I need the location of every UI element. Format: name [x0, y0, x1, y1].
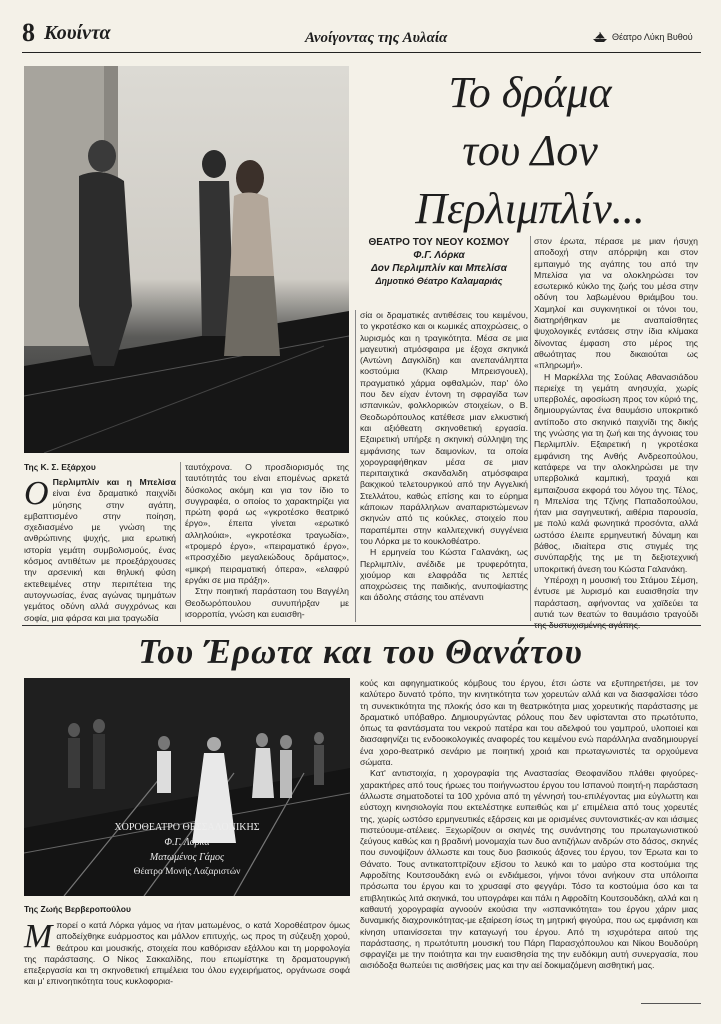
article1-column-1 — [24, 477, 176, 624]
header-rule — [22, 52, 701, 53]
article1-byline: Της Κ. Σ. Εξάρχου — [24, 462, 96, 472]
stage-photo-perlimplin — [24, 66, 349, 453]
info-venue: Δημοτικό Θέατρο Καλαμαριάς — [375, 276, 503, 286]
info-play: Δον Περλιμπλίν και Μπελίσα — [371, 263, 507, 274]
footer-rule — [641, 1003, 701, 1004]
production-info — [350, 236, 528, 288]
column-divider — [355, 310, 356, 622]
column-divider — [530, 236, 531, 621]
article2-column-1 — [24, 920, 350, 988]
photo-caption — [24, 820, 350, 880]
article2-col1-text: πορεί ο κατά Λόρκα γάμος να ήταν ματωμένος, ο κατά Χοροθέατρον όμως αποδείχθηκε ευάρμοστος και μάλλον επιτυχής, ως προς τη σύζευξη χορού, θεάτρου και μουσικής, στοιχεία που καθόρισαν εξάλλου και τη μορφολογία της παράστασης. Ο Νίκος Σακκαλίδης, που επωμίστηκε τη δραματουργική επεξεργασία και τη σκηνοθετική επιμέλεια του όλου εγχειρήματος, οργάνωσε σοφά και μ' επινοητικότητα τους κυκλοφορια- — [24, 920, 350, 987]
paragraph: Στην ποιητική παράσταση του Βαγγέλη Θεοδωρόπουλου συνυπήρξαν με ισορροπία, γνώση και ευαισθη- — [185, 586, 349, 619]
article1-col1-text: είναι ένα δραματικό παιχνίδι μύησης στην αγάπη, εμβαπτισμένο στην ποίηση, σχεδιασμένο με γνώση της ανθρώπινης ψυχής, μια ερωτική ιστορία γεμάτη συμβολισμούς, ένας κόσμος αντιθέτων με προεξάρχουσες την αρσενική και θηλυκή φύση εκτεθειμένες στην περιπέτεια της αυτογνωσίας, ένας αγώνας τιμημάτων γεμάτος οδύνη αλλά συγχρόνως και σοφία, μια φάρσα και μια τραγωδία — [24, 488, 176, 623]
paragraph: Η Μαρκέλλα της Σούλας Αθανασιάδου περιείχε τη γεμάτη ανησυχία, χωρίς υπερβολές, αφοσίωση προς τον κύριό της, δημιουργώντας ένα θαυμάσιο υποκριτικό αντίποδο στο σκηνικό παιχνίδι της δικής της γνώσης για τη ζωή και της άγνοιας του Περλιμπλίν. Εξαιρετική η γκροτέσκα εμφάνιση της Ανθής Ανδρεοπούλου, κατάφερε να την ολοκληρώσει με την υπερβολικά καμπική, τραχιά και εμπαιζουσα εκφορά του λόγου της. Τέλος, η Μπελίσα της Τζίνης Παπαδοπούλου, ήταν μια σαγηνευτική, αιθέρια παρουσία, με πολύ καλά φωνητικά προσόντα, αλλά ωστόσο έλειπε ερμηνευτική δύναμη και βάθος, ιδιαίτερα στις στιγμές της συνύπαρξής της με τη δεξιοτεχνική υποκριτική άνεση του Κώστα Γαλανάκη. — [534, 371, 698, 574]
caption-author: Φ.Γ. Λόρκα — [164, 837, 210, 848]
drop-cap: Μ — [24, 918, 53, 955]
lead-bold: Περλιμπλίν και η Μπελίσα — [52, 477, 176, 487]
article2-column-2 — [360, 678, 698, 972]
article1-title-line: του Δον — [462, 126, 598, 175]
article2-title: Του Έρωτα και του Θανάτου — [138, 632, 583, 671]
theatre-header — [592, 31, 693, 43]
paragraph: στον έρωτα, πέρασε με μιαν ήσυχη αποδοχή στην απόρριψη και στον εμπαιγμό της αγάπης του από την Μπελίσα για να ολοκληρώσει τον εσωτερικό κύκλο της ζωής του μέσα στην οδύνη του λαβωμένου θριάμβου του. Χαμηλοί και συγκινητικοί οι τόνοι του, διατηρήθηκαν με αναπαίσθητες ψυχολογικές εντάσεις στην ίδια κλίμακα δίνοντας έμφαση στο μέρος της αθωότητας που δικαιούται ως «πληρωμή». — [534, 236, 698, 371]
article1-title-line: Το δράμα — [448, 68, 612, 117]
ship-icon — [592, 31, 608, 43]
theatre-header-label: Θέατρο Λύκη Βυθού — [612, 32, 693, 42]
masthead-logo: Κουίντα — [44, 22, 111, 44]
article1-title — [360, 64, 700, 238]
paragraph: ταυτόχρονα. Ο προσδιορισμός της ταυτότητάς του είναι επομένως αρκετά δύσκολος ακόμη και για τον ίδιο το συγγραφέα, ο οποίος το χαρακτηρίζει για πρώτη φορά ως «γκροτέσκο θεατρικό έργο», έπειτα γίνεται «ερωτικό αλληλούια», «γκροτέσκα τραγωδία», «τρομερό έργο», «πειραματικό έργο», «προσχέδιο μεγαλειώδους δράματος», «μικρή πειραματική όπερα», «ελαφρύ εργάκι σε μια πράξη». — [185, 462, 349, 585]
caption-venue: Θέατρο Μονής Λαζαριστών — [133, 867, 241, 877]
drop-cap: Ο — [24, 475, 49, 512]
article1-column-3 — [360, 310, 528, 604]
article2-byline: Της Ζωής Βερβεροπούλου — [24, 904, 131, 914]
paragraph: σία οι δραματικές αντιθέσεις του κειμένου, το γκροτέσκο και οι κωμικές αποχρώσεις, ο λυρισμός και η τραγικότητα. Μέσα σε μια μαγευτική ατμόσφαιρα με έξοχα σκηνικά (Αντώνη Δαγκλίδη) και ανεπανάληπτα κοστούμια (Κλαιρ Μπρεισγουελ), πραγματικό χάρμα οφθαλμών, παρ' όλο που δεν είχαν έντονη τη σφραγίδα των ισπανικών, φολκλορικών στοιχείων, ο Β. Θεοδωρόπουλος κατέθεσε μιαν ελκυστική και αξιόθεατη σκηνοθετική εργασία. Εξαιρετική υπήρξε η σκηνική σύλληψη της εμφάνισης των δαιμονίων, τα οποία χορογραφήθηκαν μέσα σε μιαν περιπαιχτικά σκανδαλιδη ατμόσφαιρα βακχικού τελετουργικού από την Αγγελική Στελλάτου, καθώς επίσης και το εύρημα κάποιων παράλληλων αναπαριστώμενων σκηνών από τις κούκλες, στοιχείο που παραπέμπει στην καλλιτεχνική συγγένεια του Λόρκα με το κουκλοθέατρο. — [360, 310, 528, 546]
paragraph: Κατ' αντιστοιχία, η χορογραφία της Αναστασίας Θεοφανίδου πλάθει φιγούρες-χαρακτήρες από τους ήρωες του ποιήγνωστου έργου του Ισπανού ποιητή-η παράσταση άλλωστε σηματοδοτεί τα 100 χρόνια από τη γέννησή του-επιλέγοντας μια εύγλωττη και εύστοχη κινησιολογία που εκτελέστηκε ευπειθώς και μ' επιμέλεια από τους χορευτές της, χωρίς ωστόσο ερμηνευτικές εξάρσεις και με ορισμένες συντονιστικές-αν και ιάσιμες πιστεύουμε-ατέλειες. Ξεχωρίζουν οι σκηνές της συνάντησης του πρωταγωνιστικού ζεύγους καθώς και η βραδινή μονομαχία των δυο αντιζήλων ανδρών στο δάσος, σκηνές που συνοψίζουν άλλωστε και τους δυο βασικούς άξονες του έργου, τον Έρωτα και το Θάνατο. Τους αντικατοπτρίζουν εξίσου το λευκό και το μαύρο στα κοστούμια της Αφροδίτης Κουτσουδάκη ενώ οι ενδιάμεσοι, γήινοι τόνοι ανήκουν στα υπόλοιπα πρόσωπα του έργου και το χρυσαφί στο φεγγάρι. Τόσο τα κοστούμια όσο και τα επιβλητικώς λιτά σκηνικά, του υπογράφει και πάλι η Αφροδίτη Κουτσουδάκη, αλλά και η καθαυτή χορογραφία αγνοούν εκούσια την «ισπανικότητα» του έργου χάριν μιας δυναμικής διαχρονικότητας-με εξαίρεση ίσως τη μητρική φιγούρα, που ως εμφάνιση και κίνηση υπαινίσσεται την καταγωγή του έργου. Από τη ισχυρότερα αιτού της παράστασης, η πρωτότυπη μουσική του Πάρη Παρασχόπουλου και Νίκου Βουδούρη σφραγίζει με την ποιότητα και την ευαισθησία της την ευδόκιμη αυτή συνεργασία, που αισιόδοξα θωπεύει τις αισθήσεις μας και την αεί δοκιμαζόμενη αισθητική μας. — [360, 768, 698, 971]
paragraph: Η ερμηνεία του Κώστα Γαλανάκη, ως Περλιμπλίν, ανέδιδε με τρυφερότητα, χιούμορ και ελαφράδα τις λεπτές αποχρώσεις της παιδικής, ανυποψίαστης και άδολης στάσης του απέναντι — [360, 547, 528, 603]
info-theatre: ΘΕΑΤΡΟ ΤΟΥ ΝΕΟΥ ΚΟΣΜΟΥ — [368, 237, 510, 248]
paragraph: κούς και αφηγηματικούς κόμβους του έργου, έτσι ώστε να εξυπηρετήσει, με τον καλύτερο δυνατό τρόπο, την κινητικότητα των χορευτών αλλά και να διασφαλίσει τόσο τη συνεκτικότητα της πλοκής όσο και τη θεατρικότητα μιας χορευτικής παράστασης με δραματικό υπόβαθρο. Δημιουργώντας ρόλους που δεν υφίστανται στο πρωτότυπο, όπως τα φαντάσματα του νεκρού πατέρα και του αδελφού του γαμπρού, υλοποιεί και διασαφηνίζει τις ενδοοικολογικές αναφορές του κειμένου ενώ παράλληλα αναδημιουργεί ένα χορο-θεατρικό σενάριο με ποιητική χροιά και πρωταγωνιστές τα ορχούμενα σώματα. — [360, 678, 698, 768]
article1-column-2 — [185, 462, 349, 620]
caption-theatre: ΧΟΡΟΘΕΑΤΡΟ ΘΕΣΣΑΛΟΝΙΚΗΣ — [114, 822, 260, 833]
section-divider — [22, 625, 701, 626]
page-number: 8 — [22, 18, 35, 47]
article1-title-line: Περλιμπλίν... — [415, 184, 645, 233]
article1-column-4 — [534, 236, 698, 631]
paragraph: Υπέροχη η μουσική του Στάμου Σέμση, έντυσε με λυρισμό και ευαισθησία την παράσταση, αφήνοντας να χαϊδεύει τα αυτιά των θεατών το θαυμάσιο τραγούδι της δυστυχισμένης αγάπης. — [534, 574, 698, 631]
section-title: Ανοίγοντας της Αυλαία — [305, 30, 448, 46]
caption-play: Ματωμένος Γάμος — [149, 852, 225, 863]
column-divider — [180, 462, 181, 622]
info-author: Φ.Γ. Λόρκα — [413, 250, 465, 261]
